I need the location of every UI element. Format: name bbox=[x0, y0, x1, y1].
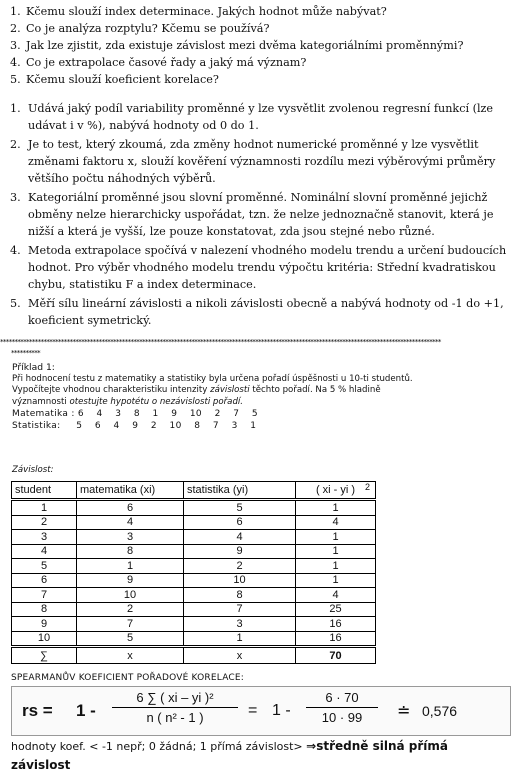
rank-table bbox=[11, 481, 376, 664]
table-cell: 5 bbox=[77, 631, 184, 647]
table-cell: 4 bbox=[296, 588, 376, 603]
questions-list bbox=[10, 3, 463, 88]
table-cell: 3 bbox=[184, 617, 296, 632]
table-cell: 1 bbox=[296, 573, 376, 588]
stat-ranks: Statistika: 5 6 4 9 2 10 8 7 3 1 bbox=[12, 421, 257, 431]
table-header-row bbox=[12, 482, 376, 500]
table-cell: 1 bbox=[12, 500, 77, 516]
column-header: matematika (xi) bbox=[77, 482, 184, 500]
column-header: student bbox=[12, 482, 77, 500]
table-cell: 1 bbox=[184, 631, 296, 647]
table-row bbox=[12, 588, 376, 603]
table-cell: 9 bbox=[12, 617, 77, 632]
table-cell: 16 bbox=[296, 631, 376, 647]
table-cell: 6 bbox=[12, 573, 77, 588]
table-cell: 8 bbox=[12, 602, 77, 617]
table-row bbox=[12, 515, 376, 530]
table-cell: 25 bbox=[296, 602, 376, 617]
formula-numerator: 6 ∑ ( xi – yi )² bbox=[112, 690, 238, 708]
table-cell: 5 bbox=[184, 500, 296, 516]
table-cell: 4 bbox=[77, 515, 184, 530]
table-cell: 3 bbox=[12, 530, 77, 545]
formula-approx: ≐ bbox=[397, 703, 411, 720]
table-cell: 9 bbox=[77, 573, 184, 588]
table-cell: x bbox=[184, 647, 296, 664]
table-cell: 70 bbox=[296, 647, 376, 664]
table-cell: 3 bbox=[77, 530, 184, 545]
table-cell: 7 bbox=[77, 617, 184, 632]
table-cell: 10 bbox=[77, 588, 184, 603]
table-cell: 2 bbox=[12, 515, 77, 530]
table-cell: 7 bbox=[12, 588, 77, 603]
table-cell: 16 bbox=[296, 617, 376, 632]
table-cell: ∑ bbox=[12, 647, 77, 664]
table-row bbox=[12, 500, 376, 516]
example-title: Příklad 1: bbox=[12, 362, 55, 373]
spearman-title: SPEARMANŮV KOEFICIENT POŘADOVÉ KORELACE: bbox=[11, 673, 244, 683]
table-cell: 2 bbox=[77, 602, 184, 617]
separator-line: ******************************************************************************************************************************************************** bbox=[0, 338, 441, 346]
column-header: ( xi - yi ) bbox=[296, 482, 376, 500]
example-block bbox=[12, 362, 512, 432]
table-row bbox=[12, 573, 376, 588]
table-cell: 4 bbox=[296, 515, 376, 530]
table-row bbox=[12, 602, 376, 617]
table-cell: 4 bbox=[184, 530, 296, 545]
table-cell: 8 bbox=[77, 544, 184, 559]
table-cell: 6 bbox=[184, 515, 296, 530]
table-cell: 1 bbox=[296, 544, 376, 559]
formula-fraction-general bbox=[112, 690, 238, 725]
conclusion bbox=[11, 737, 511, 775]
table-cell: 1 bbox=[296, 530, 376, 545]
table-row bbox=[12, 544, 376, 559]
math-ranks: Matematika : 6 4 3 8 1 9 10 2 7 5 bbox=[12, 409, 258, 419]
formula-lhs: rs = bbox=[22, 701, 53, 720]
table-cell: 7 bbox=[184, 602, 296, 617]
sum-row bbox=[12, 647, 376, 664]
table-cell: 1 bbox=[296, 500, 376, 516]
answer-item: 3. Kategoriální proměnné jsou slovní proměnné. Nominální slovní proměnné jejichž obměny nelze hierarchicky uspořádat, tzn. že nelze jednoznačně stanovit, která je nižší a která je vyšší, lze pouze konstatovat, zda jsou stejné nebo různé. bbox=[10, 191, 494, 238]
table-cell: 8 bbox=[184, 588, 296, 603]
answer-item: 2. Je to test, který zkoumá, zda změny hodnot numerické proměnné y lze vysvětlit změnami faktoru x, slouží kověření významnosti rozdílu mezi výběrovými průměry většího počtu náhodných výběrů. bbox=[10, 138, 496, 185]
formula-one: 1 - bbox=[76, 701, 96, 720]
table-row bbox=[12, 530, 376, 545]
answer-item: 5. Měří sílu lineární závislosti a nikoli závislosti obecně a nabývá hodnoty od -1 do +1, koeficient symetrický. bbox=[10, 297, 504, 327]
answers-list bbox=[10, 100, 515, 331]
spearman-formula bbox=[11, 686, 511, 736]
table-row bbox=[12, 559, 376, 574]
formula-denominator: 10 · 99 bbox=[321, 710, 363, 725]
formula-result: 0,576 bbox=[422, 703, 458, 719]
formula-numerator: 6 · 70 bbox=[306, 690, 378, 708]
example-text: Vypočítejte vhodnou charakteristiku intenzity závislosti těchto pořadí. Na 5 % hladině bbox=[12, 385, 381, 395]
dependence-label: Závislost: bbox=[12, 465, 54, 475]
table-cell: 6 bbox=[77, 500, 184, 516]
example-text: Při hodnocení testu z matematiky a statistiky byla určena pořadí úspěšnosti u 10-ti studentů. bbox=[12, 373, 413, 384]
table-row bbox=[12, 631, 376, 647]
conclusion-text: hodnoty koef. < -1 nepř; 0 žádná; 1 přímá závislost> bbox=[11, 740, 307, 753]
question-item: 2. Co je analýza rozptylu? Kčemu se používá? bbox=[10, 22, 270, 35]
table-cell: 2 bbox=[184, 559, 296, 574]
formula-denominator: n ( n² - 1 ) bbox=[146, 710, 204, 725]
header-superscript: 2 bbox=[365, 482, 371, 492]
table-cell: x bbox=[77, 647, 184, 664]
formula-fraction-values bbox=[306, 690, 378, 725]
table-cell: 4 bbox=[12, 544, 77, 559]
table-cell: 10 bbox=[184, 573, 296, 588]
answer-item: 1. Udává jaký podíl variability proměnné y lze vysvětlit zvolenou regresní funkcí (lze udávat i v %), nabývá hodnoty od 0 do 1. bbox=[10, 102, 494, 132]
formula-one-2: 1 - bbox=[272, 702, 291, 719]
question-item: 3. Jak lze zjistit, zda existuje závislost mezi dvěma kategoriálními proměnnými? bbox=[10, 39, 464, 52]
question-item: 4. Co je extrapolace časové řady a jaký má význam? bbox=[10, 56, 307, 69]
table-row bbox=[12, 617, 376, 632]
column-header: statistika (yi) bbox=[184, 482, 296, 500]
table-cell: 5 bbox=[12, 559, 77, 574]
example-text: významnosti otestujte hypotétu o nezávislosti pořadí. bbox=[12, 396, 244, 407]
table-cell: 10 bbox=[12, 631, 77, 647]
answer-item: 4. Metoda extrapolace spočívá v nalezení vhodného modelu trendu a určení budoucích hodnot. Pro výběr vhodného modelu trendu výpočtu kritéria: Střední kvadratiskou chybu, statistiku F a index determinace. bbox=[10, 244, 507, 291]
question-item: 5. Kčemu slouží koeficient korelace? bbox=[10, 73, 219, 86]
conclusion-result: ⇒středně silná přímá závislost bbox=[11, 739, 449, 772]
question-item: 1. Kčemu slouží index determinace. Jakých hodnot může nabývat? bbox=[10, 5, 387, 18]
separator-line-end: ********** bbox=[11, 349, 41, 357]
table-cell: 9 bbox=[184, 544, 296, 559]
formula-equals: = bbox=[248, 702, 258, 719]
table-cell: 1 bbox=[296, 559, 376, 574]
table-cell: 1 bbox=[77, 559, 184, 574]
